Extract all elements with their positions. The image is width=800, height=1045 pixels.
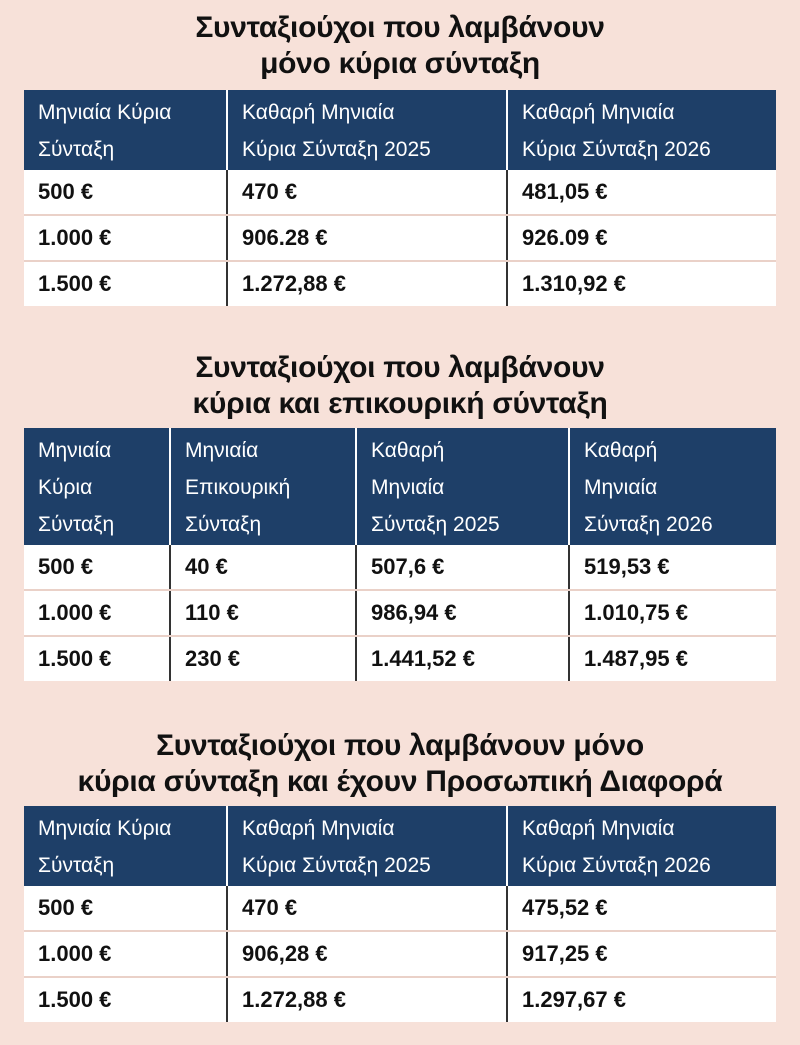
table-cell: 507,6 €	[356, 545, 569, 590]
table-cell: 1.310,92 €	[507, 261, 776, 306]
title-line: μόνο κύρια σύνταξη	[260, 47, 540, 80]
table-cell: 1.500 €	[24, 977, 227, 1022]
table-cell: 1.000 €	[24, 931, 227, 977]
table-cell: 481,05 €	[507, 170, 776, 215]
table-cell: 1.297,67 €	[507, 977, 776, 1022]
table-title	[24, 728, 776, 800]
table-row	[24, 545, 776, 590]
title-line: Συνταξιούχοι που λαμβάνουν	[195, 351, 605, 384]
table-row	[24, 977, 776, 1022]
table-cell: 40 €	[170, 545, 356, 590]
table-cell: 500 €	[24, 545, 170, 590]
table-cell: 1.010,75 €	[569, 590, 776, 636]
table-row	[24, 261, 776, 306]
title-line: Συνταξιούχοι που λαμβάνουν μόνο	[156, 729, 644, 762]
table-cell: 1.272,88 €	[227, 977, 507, 1022]
table-cell: 1.272,88 €	[227, 261, 507, 306]
pension-table	[24, 428, 776, 681]
table-row	[24, 170, 776, 215]
table-cell: 1.000 €	[24, 215, 227, 261]
table-cell: 519,53 €	[569, 545, 776, 590]
table-row	[24, 636, 776, 681]
table-cell: 906,28 €	[227, 931, 507, 977]
table-cell: 1.487,95 €	[569, 636, 776, 681]
pension-table-section-main-and-auxiliary	[24, 350, 776, 681]
column-header: Καθαρή Μηνιαία Κύρια Σύνταξη 2026	[507, 90, 776, 170]
table-cell: 470 €	[227, 886, 507, 931]
header-row	[24, 428, 776, 545]
pension-table	[24, 90, 776, 306]
table-cell: 986,94 €	[356, 590, 569, 636]
table-cell: 230 €	[170, 636, 356, 681]
table-cell: 906.28 €	[227, 215, 507, 261]
table-cell: 470 €	[227, 170, 507, 215]
table-cell: 500 €	[24, 886, 227, 931]
column-header: Μηνιαία Κύρια Σύνταξη	[24, 90, 227, 170]
title-line: κύρια και επικουρική σύνταξη	[192, 387, 608, 420]
title-line: κύρια σύνταξη και έχουν Προσωπική Διαφορά	[77, 765, 723, 798]
table-cell: 475,52 €	[507, 886, 776, 931]
table-row	[24, 886, 776, 931]
column-header: Καθαρή Μηνιαία Σύνταξη 2025	[356, 428, 569, 545]
table-row	[24, 215, 776, 261]
pension-table-section-main-only	[24, 10, 776, 306]
table-cell: 917,25 €	[507, 931, 776, 977]
table-cell: 110 €	[170, 590, 356, 636]
table-cell: 1.000 €	[24, 590, 170, 636]
table-cell: 1.500 €	[24, 636, 170, 681]
table-cell: 500 €	[24, 170, 227, 215]
table-title	[24, 10, 776, 82]
title-line: Συνταξιούχοι που λαμβάνουν	[195, 11, 605, 44]
column-header: Μηνιαία Κύρια Σύνταξη	[24, 428, 170, 545]
table-cell: 1.441,52 €	[356, 636, 569, 681]
table-cell: 1.500 €	[24, 261, 227, 306]
pension-table-section-personal-difference	[24, 728, 776, 1022]
pension-table	[24, 806, 776, 1022]
column-header: Μηνιαία Κύρια Σύνταξη	[24, 806, 227, 886]
column-header: Μηνιαία Επικουρική Σύνταξη	[170, 428, 356, 545]
table-cell: 926.09 €	[507, 215, 776, 261]
column-header: Καθαρή Μηνιαία Κύρια Σύνταξη 2026	[507, 806, 776, 886]
column-header: Καθαρή Μηνιαία Κύρια Σύνταξη 2025	[227, 90, 507, 170]
table-row	[24, 931, 776, 977]
table-row	[24, 590, 776, 636]
column-header: Καθαρή Μηνιαία Κύρια Σύνταξη 2025	[227, 806, 507, 886]
header-row	[24, 806, 776, 886]
table-title	[24, 350, 776, 422]
column-header: Καθαρή Μηνιαία Σύνταξη 2026	[569, 428, 776, 545]
header-row	[24, 90, 776, 170]
